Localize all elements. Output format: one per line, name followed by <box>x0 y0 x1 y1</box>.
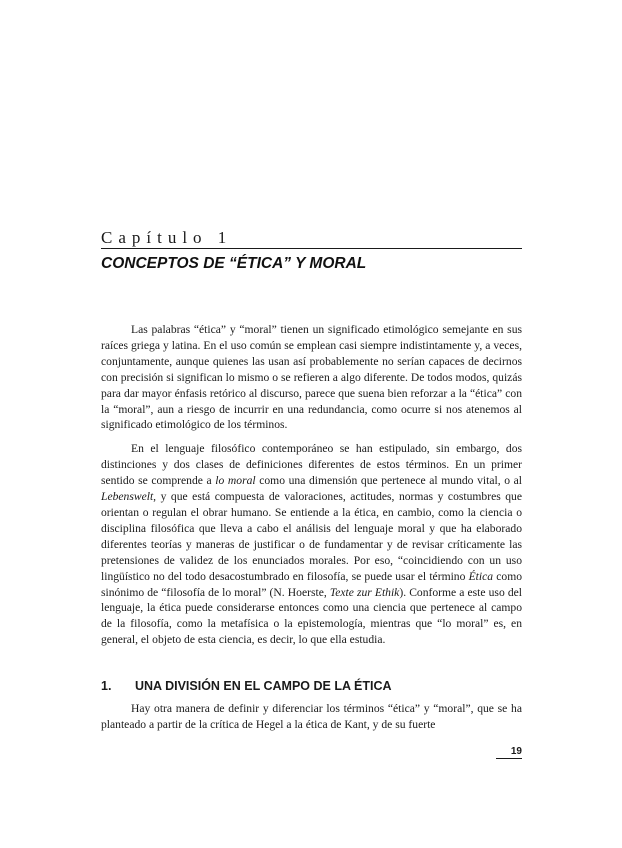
section-heading <box>101 679 522 693</box>
paragraph-2-italic-lebenswelt: Lebenswelt <box>101 490 154 504</box>
paragraph-2-italic-lo-moral: lo moral <box>215 474 256 488</box>
section-paragraph: Hay otra manera de definir y diferenciar los términos “ética” y “moral”, que se ha planteado a partir de la crítica de Hegel a la ética de Kant, y de su fuerte <box>101 702 522 731</box>
paragraph-2-text-4: como sinónimo de “filosofía de lo moral” (N. Hoerste, <box>101 569 523 599</box>
section-text <box>101 701 522 733</box>
section-number: 1. <box>101 679 112 693</box>
chapter-label: Capítulo 1 <box>101 228 233 247</box>
page-number: 19 <box>496 746 522 759</box>
paragraph-2-text-3: , y que está compuesta de valoraciones, actitudes, normas y costumbres que orientan o regulan el obrar humano. Se entiende a la ética, en cambio, como la ciencia o disciplina filosófica que lleva a cabo el análisis del lenguaje moral y que ha elaborado diferentes teorías y maneras de justificar o de fundamentar y de revisar críticamente las pretensiones de validez de los enunciados morales. Por eso, “coincidiendo con un uso lingüístico no del todo desacostumbrado en filosofía, se puede usar el término <box>101 490 522 583</box>
paragraph-2 <box>101 441 522 648</box>
chapter-rule <box>101 248 522 249</box>
body-text <box>101 322 522 656</box>
paragraph-2-italic-texte-zur-ethik: Texte zur Ethik <box>329 585 400 599</box>
paragraph-2-italic-etica: Ética <box>468 569 494 583</box>
section-title: UNA DIVISIÓN EN EL CAMPO DE LA ÉTICA <box>135 679 392 693</box>
paragraph-2-text-2: como una dimensión que pertenece al mundo vital, o al <box>255 474 522 488</box>
chapter-title: CONCEPTOS DE “ÉTICA” Y MORAL <box>101 255 367 272</box>
paragraph-2-text-5: ). Conforme a este uso del lenguaje, la ética puede considerarse entonces como una ciencia que pertenece al campo de la filosofía, como la metafísica o la epistemología, mientras que “lo moral” es, en general, el objeto de esta ciencia, es decir, lo que ella estudia. <box>101 585 522 647</box>
paragraph-1: Las palabras “ética” y “moral” tienen un significado etimológico semejante en sus raíces griega y latina. En el uso común se emplean casi siempre indistintamente y, a veces, conjuntamente, aunque quienes las usan así probablemente no serían capaces de decirnos con precisión si significan lo mismo o se refieren a algo diferente. De todos modos, quizás para dar mayor énfasis retórico al discurso, parece que suena bien reforzar a la “ética” con la “moral”, aun a riesgo de incurrir en una redundancia, como ocurre si nos atenemos al significado etimológico de los términos. <box>101 323 522 432</box>
paragraph-2-text-1: En el lenguaje filosófico contemporáneo se han estipulado, sin embargo, dos distinciones y dos clases de definiciones diferentes de estos términos. En un primer sentido se comprende a <box>101 442 522 488</box>
